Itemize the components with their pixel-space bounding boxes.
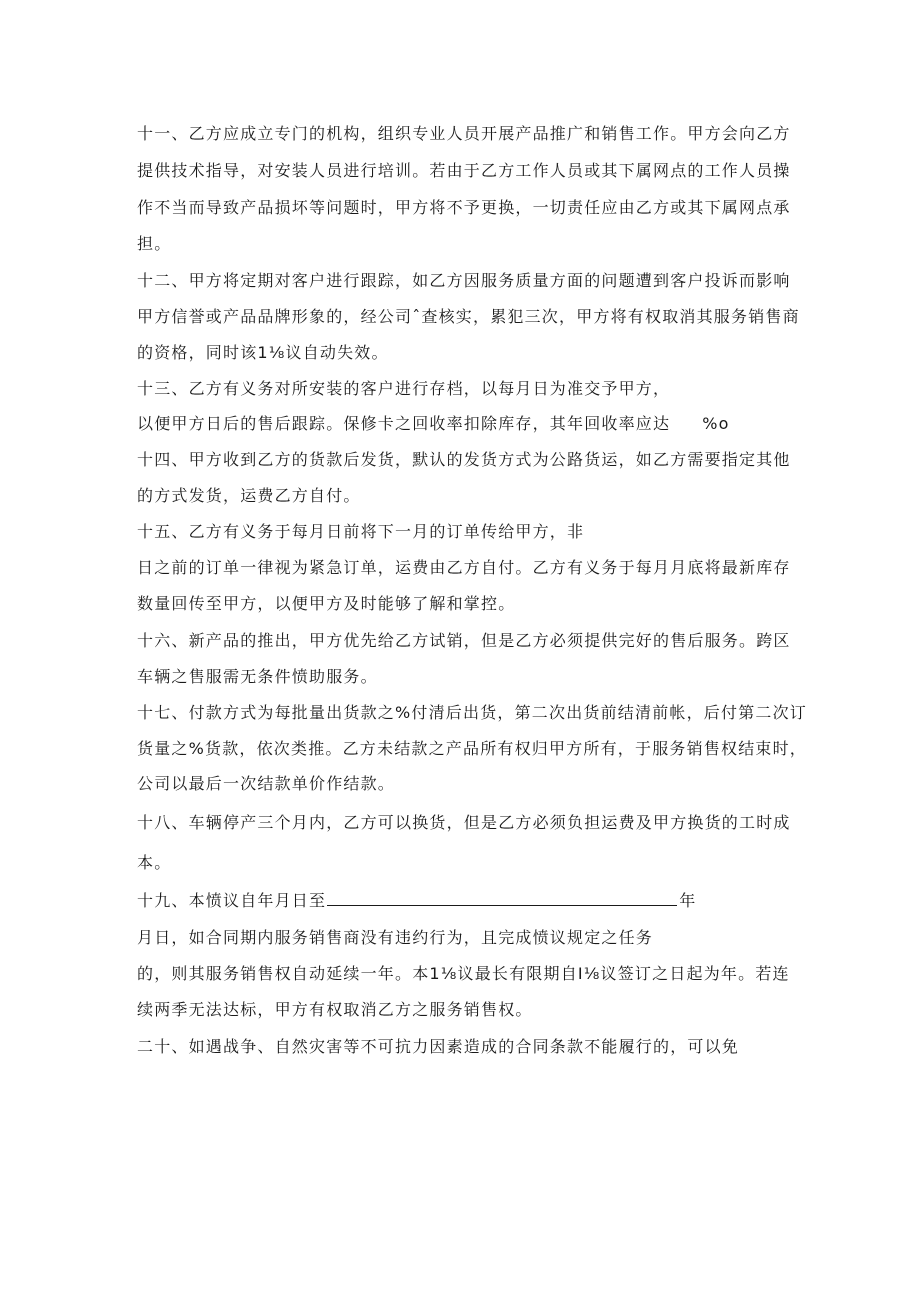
clause-17-line-2: 货量之%货款，依次类推。乙方未结款之产品所有权归甲方所有，于服务销售权结束时，	[137, 739, 808, 758]
clause-20-line-1: 二十、如遇战争、自然灾害等不可抗力因素造成的合同条款不能履行的，可以免	[137, 1037, 740, 1056]
clause-15-line-1: 十五、乙方有义务于每月日前将下一月的订单传给甲方，非	[137, 522, 585, 541]
clause-12-line-1: 十二、甲方将定期对客户进行跟踪，如乙方因服务质量方面的问题遭到客户投诉而影响	[137, 271, 791, 290]
clause-15-line-3: 数量回传至甲方，以便甲方及时能够了解和掌控。	[137, 594, 516, 613]
clause-11-line-3: 作不当而导致产品损坏等问题时，甲方将不予更换，一切责任应由乙方或其下属网点承	[137, 198, 791, 217]
clause-13-line-1: 十三、乙方有义务对所安装的客户进行存档，以每月日为准交予甲方，	[137, 379, 671, 398]
clause-19-line-1	[137, 891, 696, 911]
date-blank-line	[327, 891, 677, 906]
clause-12-line-3: 的资格，同时该1⅛议自动失效。	[137, 343, 389, 362]
clause-15-line-2: 日之前的订单一律视为紧急订单，运费由乙方自付。乙方有义务于每月月底将最新库存	[137, 558, 791, 577]
percent-mark: %o	[702, 414, 730, 433]
year-label: 年	[679, 891, 697, 910]
clause-13-line-2	[137, 414, 730, 434]
clause-17-line-1: 十七、付款方式为每批量出货款之%付清后出货，第二次出货前结清前帐，后付第二次订	[137, 703, 808, 722]
clause-19-line-2: 月日，如合同期内服务销售商没有违约行为，且完成愤议规定之任务	[137, 928, 654, 947]
clause-14-line-1: 十四、甲方收到乙方的货款后发货，默认的发货方式为公路货运，如乙方需要指定其他	[137, 450, 791, 469]
clause-19-line-4: 续两季无法达标，甲方有权取消乙方之服务销售权。	[137, 1000, 533, 1019]
clause-11-line-4: 担。	[137, 234, 172, 253]
clause-17-line-3: 公司以最后一次结款单价作结款。	[137, 774, 396, 793]
clause-14-line-2: 的方式发货，运费乙方自付。	[137, 486, 361, 505]
clause-16-line-1: 十六、新产品的推出，甲方优先给乙方试销，但是乙方必须提供完好的售后服务。跨区	[137, 631, 791, 650]
clause-13-line-2-text: 以便甲方日后的售后跟踪。保修卡之回收率扣除库存，其年回收率应达	[137, 414, 671, 433]
clause-16-line-2: 车辆之售服需无条件愤助服务。	[137, 667, 378, 686]
clause-19-line-3: 的，则其服务销售权自动延续一年。本1⅛议最长有限期自I⅛议签订之日起为年。若连	[137, 964, 790, 983]
clause-19-line-1-text: 十九、本愤议自年月日至	[137, 891, 327, 910]
clause-18-line-2: 本。	[137, 853, 172, 872]
clause-11-line-1: 十一、乙方应成立专门的机构，组织专业人员开展产品推广和销售工作。甲方会向乙方	[137, 124, 791, 143]
clause-12-line-2: 甲方信誉或产品品牌形象的，经公司ˆ查核实，累犯三次，甲方将有权取消其服务销售商	[137, 307, 800, 326]
clause-18-line-1: 十八、车辆停产三个月内，乙方可以换货，但是乙方必须负担运费及甲方换货的工时成	[137, 813, 791, 832]
clause-11-line-2: 提供技术指导，对安装人员进行培训。若由于乙方工作人员或其下属网点的工作人员操	[137, 161, 791, 180]
